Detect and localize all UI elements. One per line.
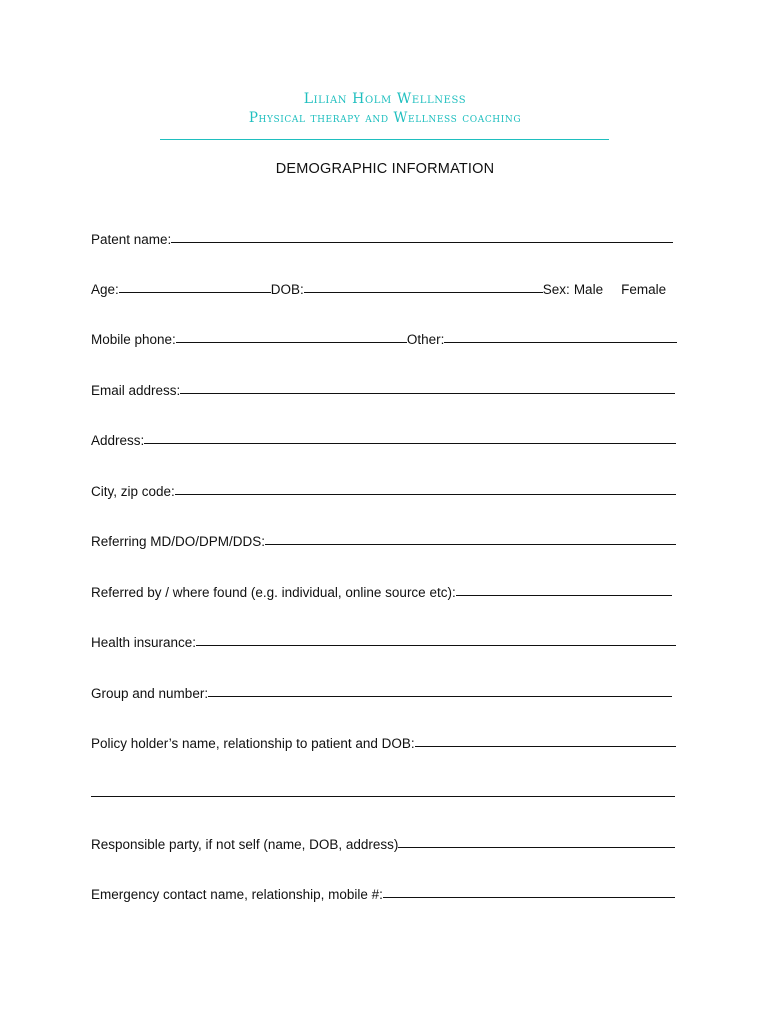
org-name: Lilian Holm Wellness xyxy=(303,91,467,107)
phone-row xyxy=(91,327,677,347)
health-insurance-row xyxy=(91,630,676,650)
group-number-field[interactable] xyxy=(208,696,672,697)
address-row xyxy=(91,428,676,448)
referred-by-label: Referred by / where found (e.g. individual, online source etc): xyxy=(91,585,456,600)
age-label: Age: xyxy=(91,282,119,297)
policy-holder-field[interactable] xyxy=(415,746,676,747)
referred-by-field[interactable] xyxy=(456,595,672,596)
emergency-contact-label: Emergency contact name, relationship, mobile #: xyxy=(91,887,383,902)
responsible-party-row xyxy=(91,832,675,852)
policy-holder-continuation-field[interactable] xyxy=(91,796,675,797)
mobile-phone-field[interactable] xyxy=(176,342,407,343)
referred-by-row xyxy=(91,580,672,600)
sex-option-male[interactable]: Male xyxy=(573,282,604,297)
city-zip-row xyxy=(91,479,676,499)
address-field[interactable] xyxy=(144,443,676,444)
sex-label: Sex: xyxy=(542,282,570,297)
header-divider xyxy=(160,139,609,140)
responsible-party-label: Responsible party, if not self (name, DOB, address) xyxy=(91,837,399,852)
group-number-label: Group and number: xyxy=(91,686,209,701)
referring-field[interactable] xyxy=(265,544,676,545)
health-insurance-label: Health insurance: xyxy=(91,635,197,650)
email-label: Email address: xyxy=(91,383,181,398)
age-dob-sex-row xyxy=(91,277,677,297)
address-label: Address: xyxy=(91,433,145,448)
patient-name-label: Patent name: xyxy=(91,232,172,247)
email-field[interactable] xyxy=(180,393,675,394)
referring-row xyxy=(91,529,676,549)
email-row xyxy=(91,378,675,398)
patient-name-field[interactable] xyxy=(171,242,673,243)
referring-label: Referring MD/DO/DPM/DDS: xyxy=(91,534,266,549)
org-subtitle: Physical therapy and Wellness coaching xyxy=(248,110,522,126)
dob-field[interactable] xyxy=(304,292,543,293)
emergency-contact-row xyxy=(91,882,675,902)
page-title: DEMOGRAPHIC INFORMATION xyxy=(275,161,495,177)
mobile-phone-label: Mobile phone: xyxy=(91,332,176,347)
health-insurance-field[interactable] xyxy=(196,645,676,646)
city-zip-field[interactable] xyxy=(175,494,676,495)
policy-holder-label: Policy holder’s name, relationship to patient and DOB: xyxy=(91,736,415,751)
group-number-row xyxy=(91,681,672,701)
responsible-party-field[interactable] xyxy=(398,847,675,848)
other-phone-label: Other: xyxy=(406,332,445,347)
emergency-contact-field[interactable] xyxy=(383,897,675,898)
dob-label: DOB: xyxy=(270,282,304,297)
policy-holder-row xyxy=(91,731,676,751)
patient-name-row xyxy=(91,227,673,247)
city-zip-label: City, zip code: xyxy=(91,484,175,499)
age-field[interactable] xyxy=(119,292,271,293)
other-phone-field[interactable] xyxy=(444,342,677,343)
sex-option-female[interactable]: Female xyxy=(621,282,667,297)
